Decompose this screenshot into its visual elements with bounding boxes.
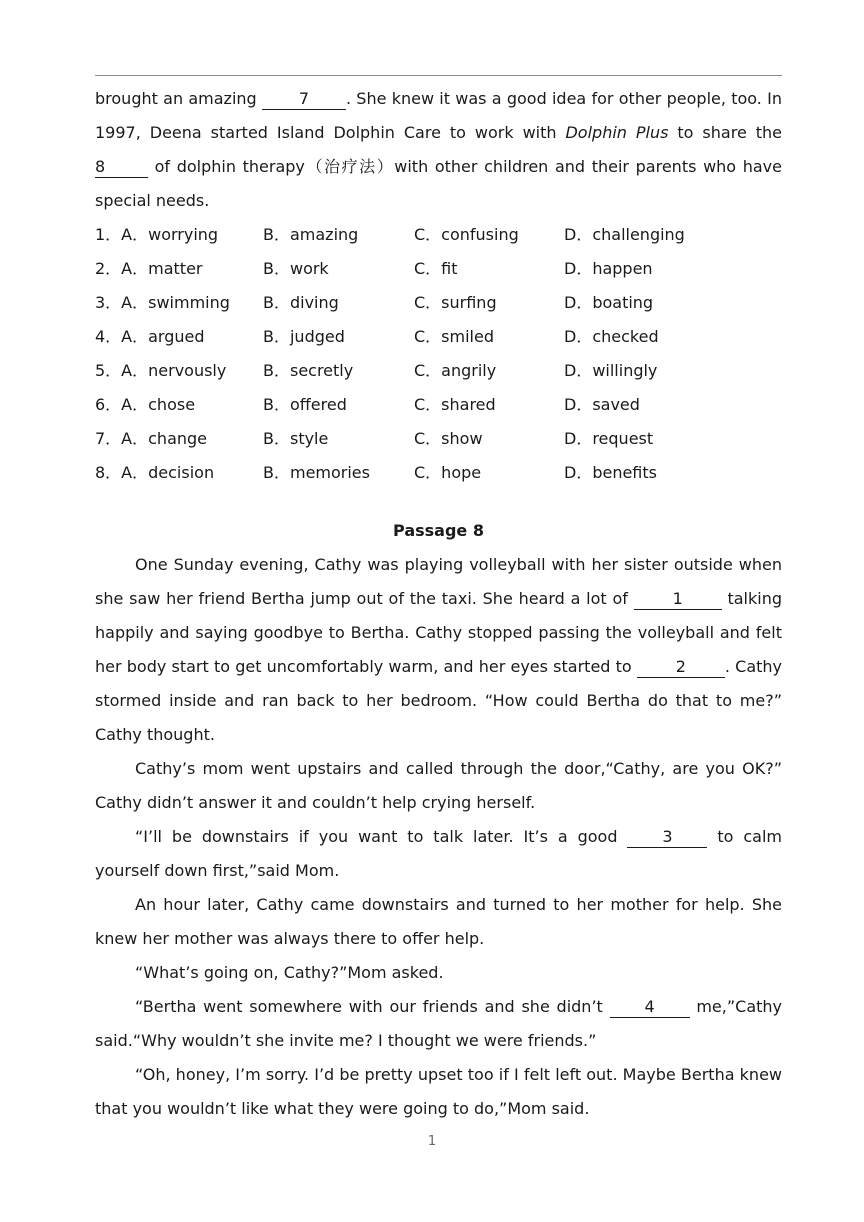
option-b: B．amazing [263,225,359,244]
intro-paragraph [95,82,782,218]
section-gap [95,490,782,514]
text-run: to share the [668,123,783,142]
text-run: . She knew it was a good idea for other people, too. In 1997, Deena started Island Dolphin Care to work with [95,89,782,142]
passage-paragraph [95,990,782,1058]
question-row [95,354,782,388]
option-d: D．boating [564,293,654,312]
question-row [95,252,782,286]
italic-text: Dolphin Plus [565,123,669,142]
option-c: C．surfing [414,293,497,312]
blank-4: 4 [610,997,690,1018]
option-d: D．willingly [564,361,658,380]
option-b: B．style [263,429,329,448]
passage-paragraph [95,548,782,752]
option-a: 1．A．worrying [95,225,219,244]
option-d: D．checked [564,327,659,346]
option-b: B．offered [263,395,347,414]
blank-2: 2 [637,657,725,678]
page-number: 1 [427,1134,437,1149]
blank-1: 1 [634,589,722,610]
option-c: C．fit [414,259,458,278]
passage-paragraph [95,820,782,888]
text-run: “Bertha went somewhere with our friends and she didn’t [135,997,610,1016]
option-a: 3．A．swimming [95,293,230,312]
option-d: D．saved [564,395,640,414]
text-run: to calm yourself down first,”said Mom. [95,827,782,880]
passage-paragraph: Cathy’s mom went upstairs and called through the door,“Cathy, are you OK?” Cathy didn’t answer it and couldn’t help crying herself. [95,759,782,812]
option-b: B．work [263,259,329,278]
text-run: brought an amazing [95,89,262,108]
passage-title: Passage 8 [393,521,484,540]
option-a: 4．A．argued [95,327,205,346]
text-run: One Sunday evening, Cathy was playing volleyball with her sister outside when she saw her friend Bertha jump out of the taxi. She heard a lot of [95,555,782,608]
option-d: D．challenging [564,225,685,244]
option-d: D．happen [564,259,653,278]
page-content [95,82,782,1126]
option-d: D．request [564,429,654,448]
text-run: of dolphin therapy（治疗法）with other children and their parents who have special needs. [95,157,782,210]
question-row [95,286,782,320]
option-c: C．hope [414,463,482,482]
option-c: C．smiled [414,327,494,346]
option-c: C．angrily [414,361,497,380]
question-row [95,388,782,422]
option-a: 6．A．chose [95,395,196,414]
option-b: B．memories [263,463,370,482]
question-row [95,456,782,490]
option-c: C．confusing [414,225,519,244]
passage-paragraph: “What’s going on, Cathy?”Mom asked. [135,963,444,982]
option-b: B．secretly [263,361,354,380]
passage-paragraph: “Oh, honey, I’m sorry. I’d be pretty upset too if I felt left out. Maybe Bertha knew that you wouldn’t like what they were going to do,”Mom said. [95,1065,782,1118]
option-a: 2．A．matter [95,259,203,278]
question-row [95,218,782,252]
blank-7: 7 [262,89,346,110]
option-b: B．judged [263,327,345,346]
text-run: me,”Cathy said.“Why wouldn’t she invite me? I thought we were friends.” [95,997,783,1050]
option-d: D．benefits [564,463,657,482]
passage-paragraph: An hour later, Cathy came downstairs and turned to her mother for help. She knew her mother was always there to offer help. [95,895,782,948]
option-c: C．show [414,429,483,448]
text-run: “I’ll be downstairs if you want to talk later. It’s a good [135,827,628,846]
blank-3: 3 [627,827,707,848]
header-rule [95,75,782,76]
option-b: B．diving [263,293,339,312]
text-run: talking happily and saying goodbye to Bertha. Cathy stopped passing the volleyball and felt her body start to get uncomfortably warm, and her eyes started to [95,589,783,676]
blank-8: 8 [95,157,148,178]
option-c: C．shared [414,395,496,414]
question-list [95,218,782,490]
option-a: 5．A．nervously [95,361,227,380]
option-a: 8．A．decision [95,463,215,482]
question-row [95,320,782,354]
text-run: . Cathy stormed inside and ran back to her bedroom. “How could Bertha do that to me?” Cathy thought. [95,657,783,744]
question-row [95,422,782,456]
option-a: 7．A．change [95,429,208,448]
